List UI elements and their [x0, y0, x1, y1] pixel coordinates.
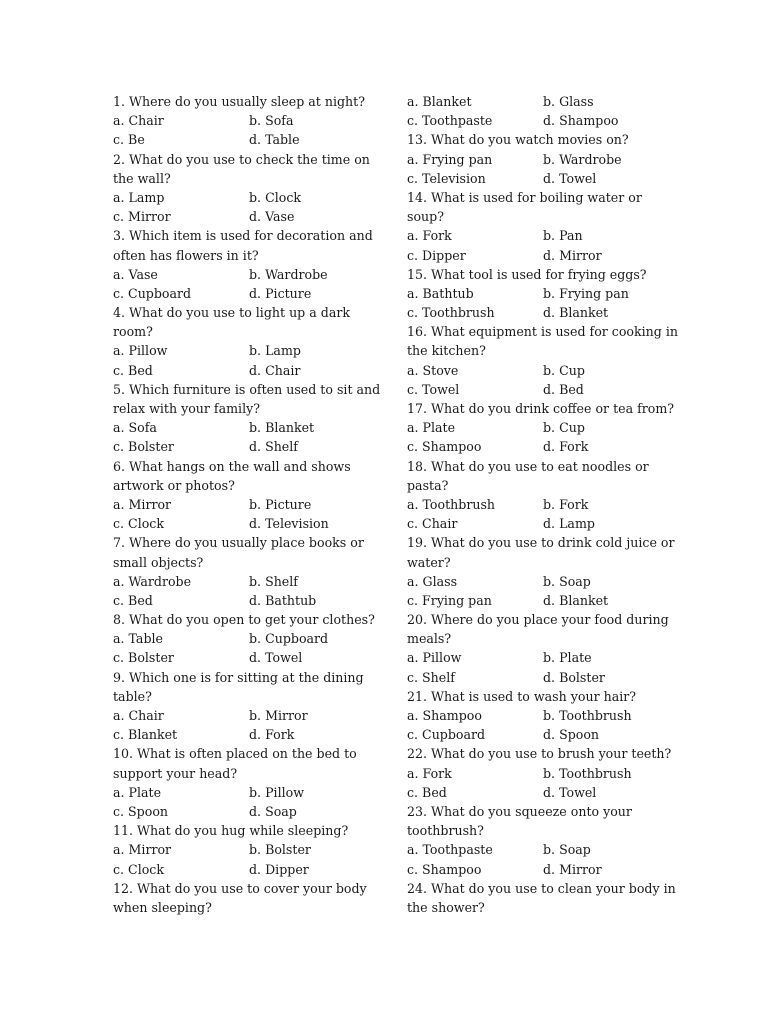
answer-option: a. Bathtub: [407, 285, 474, 301]
answer-option: b. Cup: [543, 362, 585, 378]
answer-option: d. Spoon: [543, 727, 600, 743]
question-5-options-row: [113, 418, 363, 437]
answer-option: a. Wardrobe: [113, 573, 192, 589]
answer-option: c. Blanket: [113, 727, 178, 743]
question-24-text: the shower?: [407, 899, 485, 915]
answer-option: b. Fork: [543, 496, 589, 512]
answer-option: d. Shelf: [249, 439, 298, 455]
question-18-options-row: [407, 514, 669, 533]
answer-option: c. Bed: [113, 592, 153, 608]
answer-option: b. Sofa: [249, 113, 294, 129]
question-7-text: small objects?: [113, 554, 204, 570]
answer-option: c. Television: [407, 170, 486, 186]
question-10-text: support your head?: [113, 765, 238, 781]
question-11-options-row: [113, 840, 363, 859]
question-12-text: 12. What do you use to cover your body: [113, 880, 367, 896]
answer-option: a. Mirror: [113, 842, 172, 858]
answer-option: b. Shelf: [249, 573, 298, 589]
answer-option: d. Soap: [249, 803, 297, 819]
question-10-text: 10. What is often placed on the bed to: [113, 746, 357, 762]
answer-option: d. Vase: [249, 209, 295, 225]
answer-option: a. Fork: [407, 765, 452, 781]
answer-option: a. Plate: [113, 784, 162, 800]
left-column: [113, 92, 381, 917]
question-19-text: water?: [407, 554, 451, 570]
question-6-text: artwork or photos?: [113, 477, 235, 493]
answer-option: b. Wardrobe: [249, 266, 328, 282]
answer-option: c. Bed: [113, 362, 153, 378]
question-17-options-row: [407, 437, 669, 456]
answer-option: d. Blanket: [543, 592, 609, 608]
question-9-options-row: [113, 706, 363, 725]
question-5-text: relax with your family?: [113, 401, 260, 416]
question-8-text: 8. What do you open to get your clothes?: [113, 612, 375, 628]
question-18-text: pasta?: [407, 477, 449, 493]
question-23-text: toothbrush?: [407, 823, 484, 839]
answer-option: b. Wardrobe: [543, 151, 622, 167]
question-12-options-row: [407, 111, 669, 130]
answer-option: c. Shampoo: [407, 861, 482, 877]
answer-option: a. Stove: [407, 362, 459, 378]
answer-option: d. Dipper: [249, 861, 309, 877]
answer-option: a. Plate: [407, 420, 456, 436]
answer-option: c. Mirror: [113, 209, 171, 225]
question-22-options-row: [407, 783, 669, 802]
answer-option: c. Spoon: [113, 803, 169, 819]
question-3-text: often has flowers in it?: [113, 247, 259, 263]
answer-option: a. Blanket: [407, 94, 472, 109]
question-9-options-row: [113, 725, 363, 744]
question-20-text: 20. Where do you place your food during: [407, 612, 669, 628]
question-19-text: 19. What do you use to drink cold juice or: [407, 535, 675, 551]
question-1-options-row: [113, 130, 363, 149]
question-14-text: soup?: [407, 209, 444, 225]
answer-option: c. Dipper: [407, 247, 466, 263]
question-19-options-row: [407, 572, 669, 591]
question-2-text: 2. What do you use to check the time on: [113, 151, 370, 167]
answer-option: c. Shampoo: [407, 439, 482, 455]
answer-option: d. Fork: [249, 727, 295, 743]
question-14-options-row: [407, 226, 669, 245]
answer-option: a. Pillow: [113, 343, 168, 359]
question-7-text: 7. Where do you usually place books or: [113, 535, 364, 551]
answer-option: d. Towel: [543, 784, 597, 800]
question-5-options-row: [113, 437, 363, 456]
answer-option: c. Cupboard: [407, 727, 486, 743]
answer-option: b. Blanket: [249, 420, 315, 436]
question-14-options-row: [407, 246, 669, 265]
answer-option: a. Frying pan: [407, 151, 493, 167]
question-7-options-row: [113, 591, 363, 610]
question-17-options-row: [407, 418, 669, 437]
answer-option: b. Picture: [249, 496, 312, 512]
question-3-options-row: [113, 284, 363, 303]
answer-option: d. Fork: [543, 439, 589, 455]
answer-option: b. Clock: [249, 189, 301, 205]
answer-option: c. Clock: [113, 516, 164, 532]
question-3-options-row: [113, 265, 363, 284]
question-10-options-row: [113, 783, 363, 802]
answer-option: b. Pillow: [249, 784, 304, 800]
question-15-options-row: [407, 303, 669, 322]
question-12-options-row: [407, 92, 669, 111]
question-20-options-row: [407, 648, 669, 667]
answer-option: c. Toothpaste: [407, 113, 493, 129]
answer-option: a. Toothpaste: [407, 842, 493, 858]
question-13-text: 13. What do you watch movies on?: [407, 132, 629, 148]
answer-option: a. Glass: [407, 573, 458, 589]
answer-option: b. Soap: [543, 573, 591, 589]
question-19-options-row: [407, 591, 669, 610]
answer-option: a. Table: [113, 631, 163, 647]
question-23-text: 23. What do you squeeze onto your: [407, 803, 632, 819]
answer-option: c. Shelf: [407, 669, 455, 685]
answer-option: b. Cup: [543, 420, 585, 436]
question-17-text: 17. What do you drink coffee or tea from?: [407, 401, 675, 416]
answer-option: c. Towel: [407, 381, 460, 397]
answer-option: d. Mirror: [543, 861, 602, 877]
answer-option: c. Bolster: [113, 650, 174, 666]
question-6-text: 6. What hangs on the wall and shows: [113, 458, 351, 474]
question-21-text: 21. What is used to wash your hair?: [407, 688, 637, 704]
question-22-text: 22. What do you use to brush your teeth?: [407, 746, 672, 762]
question-9-text: 9. Which one is for sitting at the dining: [113, 669, 364, 685]
answer-option: a. Chair: [113, 113, 164, 129]
question-6-options-row: [113, 495, 363, 514]
question-11-text: 11. What do you hug while sleeping?: [113, 823, 349, 839]
question-18-text: 18. What do you use to eat noodles or: [407, 458, 649, 474]
question-2-text: the wall?: [113, 170, 171, 186]
question-16-options-row: [407, 380, 669, 399]
answer-option: b. Pan: [543, 228, 583, 244]
answer-option: a. Sofa: [113, 420, 157, 436]
answer-option: b. Cupboard: [249, 631, 329, 647]
answer-option: c. Toothbrush: [407, 305, 495, 321]
question-7-options-row: [113, 572, 363, 591]
question-20-text: meals?: [407, 631, 452, 647]
answer-option: b. Toothbrush: [543, 708, 632, 723]
question-2-options-row: [113, 188, 363, 207]
answer-option: d. Towel: [543, 170, 597, 186]
question-15-options-row: [407, 284, 669, 303]
question-15-text: 15. What tool is used for frying eggs?: [407, 266, 647, 282]
answer-option: b. Plate: [543, 650, 592, 666]
answer-option: d. Blanket: [543, 305, 609, 321]
question-22-options-row: [407, 764, 669, 783]
question-16-text: 16. What equipment is used for cooking in: [407, 324, 678, 340]
answer-option: d. Shampoo: [543, 113, 619, 129]
right-column: [407, 92, 678, 917]
question-14-text: 14. What is used for boiling water or: [407, 189, 642, 205]
question-4-text: 4. What do you use to light up a dark: [113, 305, 350, 321]
answer-option: b. Frying pan: [543, 285, 629, 301]
question-2-options-row: [113, 207, 363, 226]
question-4-options-row: [113, 341, 363, 360]
question-16-text: the kitchen?: [407, 343, 486, 359]
question-8-options-row: [113, 629, 363, 648]
answer-option: c. Bolster: [113, 439, 174, 455]
question-24-text: 24. What do you use to clean your body in: [407, 880, 676, 896]
question-23-options-row: [407, 840, 669, 859]
answer-option: d. Television: [249, 516, 329, 532]
question-4-options-row: [113, 361, 363, 380]
question-4-text: room?: [113, 324, 153, 340]
question-8-options-row: [113, 648, 363, 667]
question-1-text: 1. Where do you usually sleep at night?: [113, 94, 365, 109]
answer-option: a. Fork: [407, 228, 452, 244]
question-13-options-row: [407, 150, 669, 169]
question-23-options-row: [407, 860, 669, 879]
question-16-options-row: [407, 361, 669, 380]
answer-option: d. Chair: [249, 362, 301, 378]
answer-option: c. Be: [113, 132, 145, 148]
answer-option: a. Vase: [113, 266, 158, 282]
answer-option: b. Mirror: [249, 708, 308, 723]
question-12-text: when sleeping?: [113, 899, 212, 915]
answer-option: d. Mirror: [543, 247, 602, 263]
answer-option: a. Shampoo: [407, 708, 482, 723]
answer-option: b. Glass: [543, 94, 594, 109]
answer-option: a. Lamp: [113, 189, 165, 205]
answer-option: d. Bed: [543, 381, 584, 397]
question-9-text: table?: [113, 688, 152, 704]
question-21-options-row: [407, 725, 669, 744]
question-3-text: 3. Which item is used for decoration and: [113, 228, 373, 244]
answer-option: c. Chair: [407, 516, 458, 532]
answer-option: b. Soap: [543, 842, 591, 858]
question-10-options-row: [113, 802, 363, 821]
answer-option: b. Lamp: [249, 343, 301, 359]
question-21-options-row: [407, 706, 669, 725]
question-18-options-row: [407, 495, 669, 514]
question-1-options-row: [113, 111, 363, 130]
question-20-options-row: [407, 668, 669, 687]
answer-option: a. Toothbrush: [407, 496, 496, 512]
answer-option: d. Towel: [249, 650, 303, 666]
answer-option: d. Lamp: [543, 516, 595, 532]
answer-option: a. Pillow: [407, 650, 462, 666]
answer-option: d. Bolster: [543, 669, 605, 685]
question-5-text: 5. Which furniture is often used to sit and: [113, 381, 381, 397]
answer-option: d. Table: [249, 132, 300, 148]
question-11-options-row: [113, 860, 363, 879]
answer-option: a. Chair: [113, 708, 164, 723]
answer-option: b. Toothbrush: [543, 765, 632, 781]
question-13-options-row: [407, 169, 669, 188]
answer-option: d. Bathtub: [249, 592, 317, 608]
question-6-options-row: [113, 514, 363, 533]
answer-option: a. Mirror: [113, 496, 172, 512]
answer-option: c. Frying pan: [407, 592, 492, 608]
answer-option: c. Bed: [407, 784, 447, 800]
answer-option: c. Clock: [113, 861, 164, 877]
answer-option: c. Cupboard: [113, 285, 192, 301]
answer-option: d. Picture: [249, 285, 312, 301]
answer-option: b. Bolster: [249, 842, 311, 858]
